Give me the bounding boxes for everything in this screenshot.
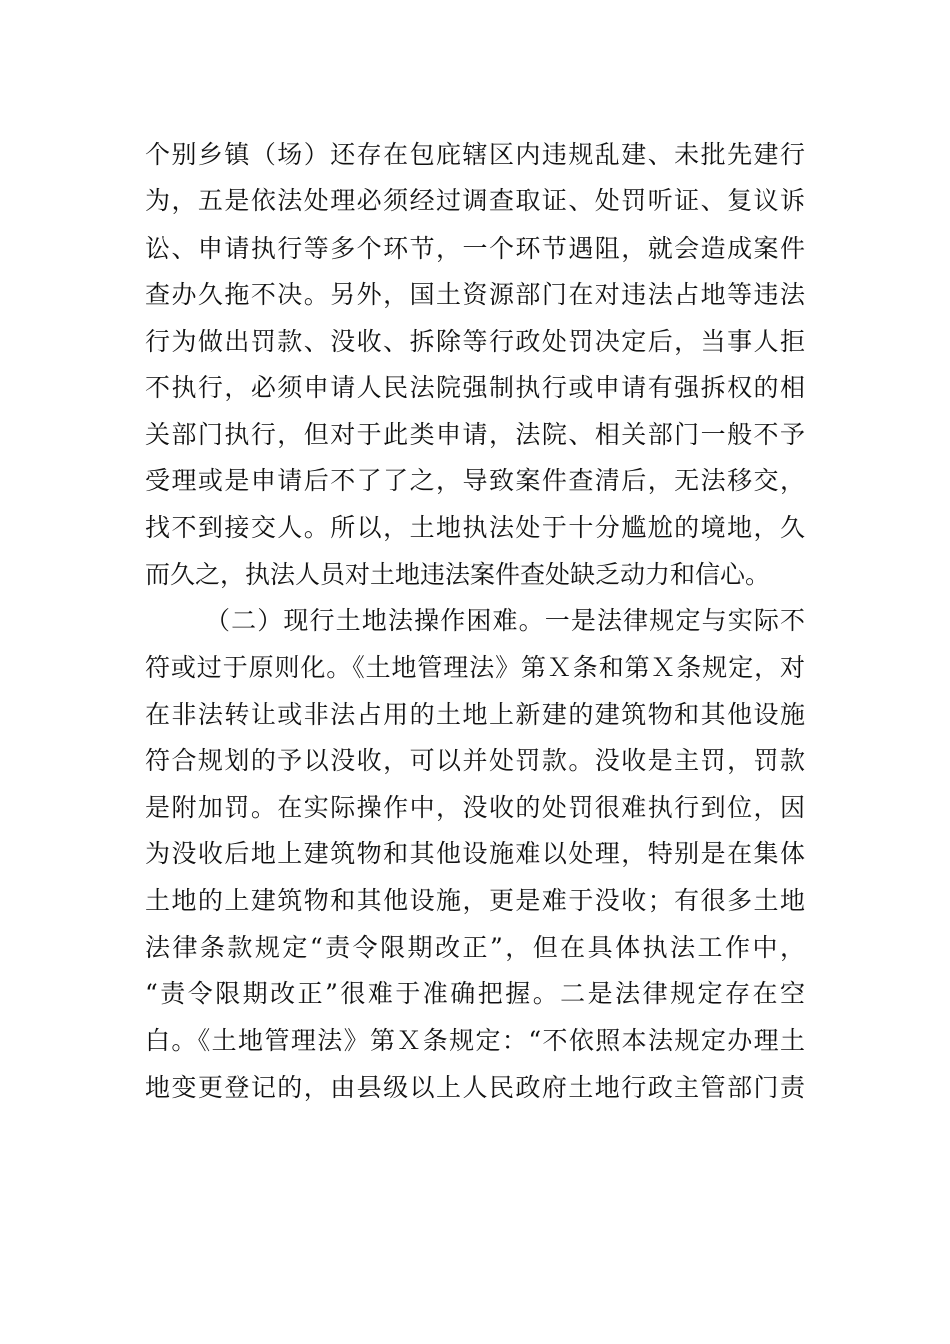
text-line: 关部门执行，但对于此类申请，法院、相关部门一般不予 xyxy=(145,420,805,449)
text-line: 不执行，必须申请人民法院强制执行或申请有强拆权的相 xyxy=(145,373,805,402)
text-line: 地变更登记的，由县级以上人民政府土地行政主管部门责 xyxy=(145,1073,805,1102)
text-line: 是附加罚。在实际操作中，没收的处罚很难执行到位，因 xyxy=(145,793,805,822)
text-line: 为没收后地上建筑物和其他设施难以处理，特别是在集体 xyxy=(145,839,805,868)
text-line: 符合规划的予以没收，可以并处罚款。没收是主罚，罚款 xyxy=(145,746,805,775)
text-line: 白。《土地管理法》第Ｘ条规定：“不依照本法规定办理土 xyxy=(145,1026,805,1055)
text-line: 为，五是依法处理必须经过调查取证、处罚听证、复议诉 xyxy=(145,186,805,215)
text-line: 找不到接交人。所以，土地执法处于十分尴尬的境地，久 xyxy=(145,513,805,542)
text-line: 讼、申请执行等多个环节，一个环节遇阻，就会造成案件 xyxy=(145,234,805,263)
text-line: 土地的上建筑物和其他设施，更是难于没收；有很多土地 xyxy=(145,886,805,915)
text-line: 在非法转让或非法占用的土地上新建的建筑物和其他设施 xyxy=(145,700,805,729)
text-line: 受理或是申请后不了了之，导致案件查清后，无法移交， xyxy=(145,466,805,495)
paragraph-last-line: 而久之，执法人员对土地违法案件查处缺乏动力和信心。 xyxy=(145,560,771,589)
text-line: 行为做出罚款、没收、拆除等行政处罚决定后，当事人拒 xyxy=(145,327,805,356)
text-line: 查办久拖不决。另外，国土资源部门在对违法占地等违法 xyxy=(145,280,805,309)
text-line: 法律条款规定“责令限期改正”，但在具体执法工作中， xyxy=(145,933,805,962)
text-line: “责令限期改正”很难于准确把握。二是法律规定存在空 xyxy=(145,979,805,1008)
text-line: 个别乡镇（场）还存在包庇辖区内违规乱建、未批先建行 xyxy=(145,140,805,169)
text-line: 符或过于原则化。《土地管理法》第Ｘ条和第Ｘ条规定，对 xyxy=(145,653,805,682)
paragraph-first-line: （二）现行土地法操作困难。一是法律规定与实际不 xyxy=(205,606,805,635)
